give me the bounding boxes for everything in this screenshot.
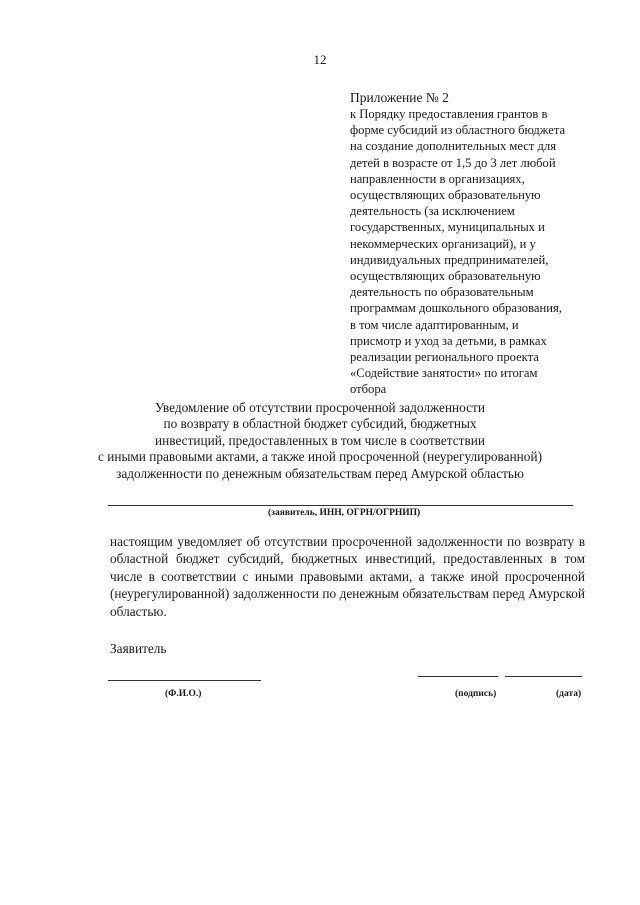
appendix-line: деятельность (за исключением (350, 204, 515, 219)
notice-title-line: инвестиций, предоставленных в том числе в соответствии (155, 432, 485, 448)
appendix-line: в том числе адаптированным, и (350, 317, 519, 332)
notice-title-line: по возврату в областной бюджет субсидий, бюджетных (163, 416, 477, 432)
signature-line (418, 676, 498, 677)
notice-title-line: с иными правовыми актами, а также иной просроченной (неурегулированной) (98, 449, 542, 465)
body-line: областной бюджет субсидий, бюджетных инвестиций, предоставленных в том (110, 551, 585, 567)
body-line: настоящим уведомляет об отсутствии просроченной задолженности по возврату в (110, 534, 585, 549)
appendix-block (350, 90, 590, 398)
date-caption: (дата) (556, 689, 582, 699)
body-line: областью. (110, 603, 167, 619)
appendix-line: государственных, муниципальных и (350, 220, 545, 235)
date-line (505, 676, 582, 677)
applicant-caption: (заявитель, ИНН, ОГРН/ОГРНИП) (268, 508, 421, 518)
page-number: 12 (313, 52, 327, 67)
notice-title-line: Уведомление об отсутствии просроченной задолженности (155, 400, 485, 415)
appendix-line: реализации регионального проекта (350, 350, 539, 365)
appendix-line: детей в возрасте от 1,5 до 3 лет любой (350, 155, 556, 170)
notice-title (90, 400, 550, 482)
body-line: числе в соответствии с иными правовыми актами, а также иной просроченной (110, 568, 585, 584)
body-text (110, 533, 585, 620)
fio-caption: (Ф.И.О.) (165, 689, 202, 699)
body-line: (неурегулированной) задолженности по денежным обязательствам перед Амурской (110, 586, 585, 602)
signature-caption: (подпись) (455, 689, 497, 699)
appendix-line: присмотр и уход за детьми, в рамках (350, 333, 547, 348)
appendix-line: к Порядку предоставления грантов в (350, 107, 548, 121)
notice-title-line: задолженности по денежным обязательствам перед Амурской областью (116, 465, 524, 481)
appendix-line: некоммерческих организаций), и у (350, 236, 536, 251)
appendix-line: осуществляющих образовательную (350, 269, 541, 284)
appendix-line: деятельность по образовательным (350, 285, 534, 300)
applicant-line (108, 505, 573, 506)
fio-line (108, 680, 261, 681)
appendix-line: осуществляющих образовательную (350, 188, 541, 203)
appendix-line: «Содействие занятости» по итогам (350, 366, 538, 381)
appendix-line: на создание дополнительных мест для (350, 139, 557, 154)
appendix-line: направленности в организациях, (350, 171, 525, 186)
appendix-title: Приложение № 2 (350, 90, 449, 105)
appendix-line: программам дошкольного образования, (350, 301, 562, 316)
appendix-line: форме субсидий из областного бюджета (350, 123, 566, 138)
appendix-line: индивидуальных предпринимателей, (350, 252, 549, 267)
applicant-label: Заявитель (110, 641, 167, 656)
appendix-line: отбора (350, 382, 387, 397)
